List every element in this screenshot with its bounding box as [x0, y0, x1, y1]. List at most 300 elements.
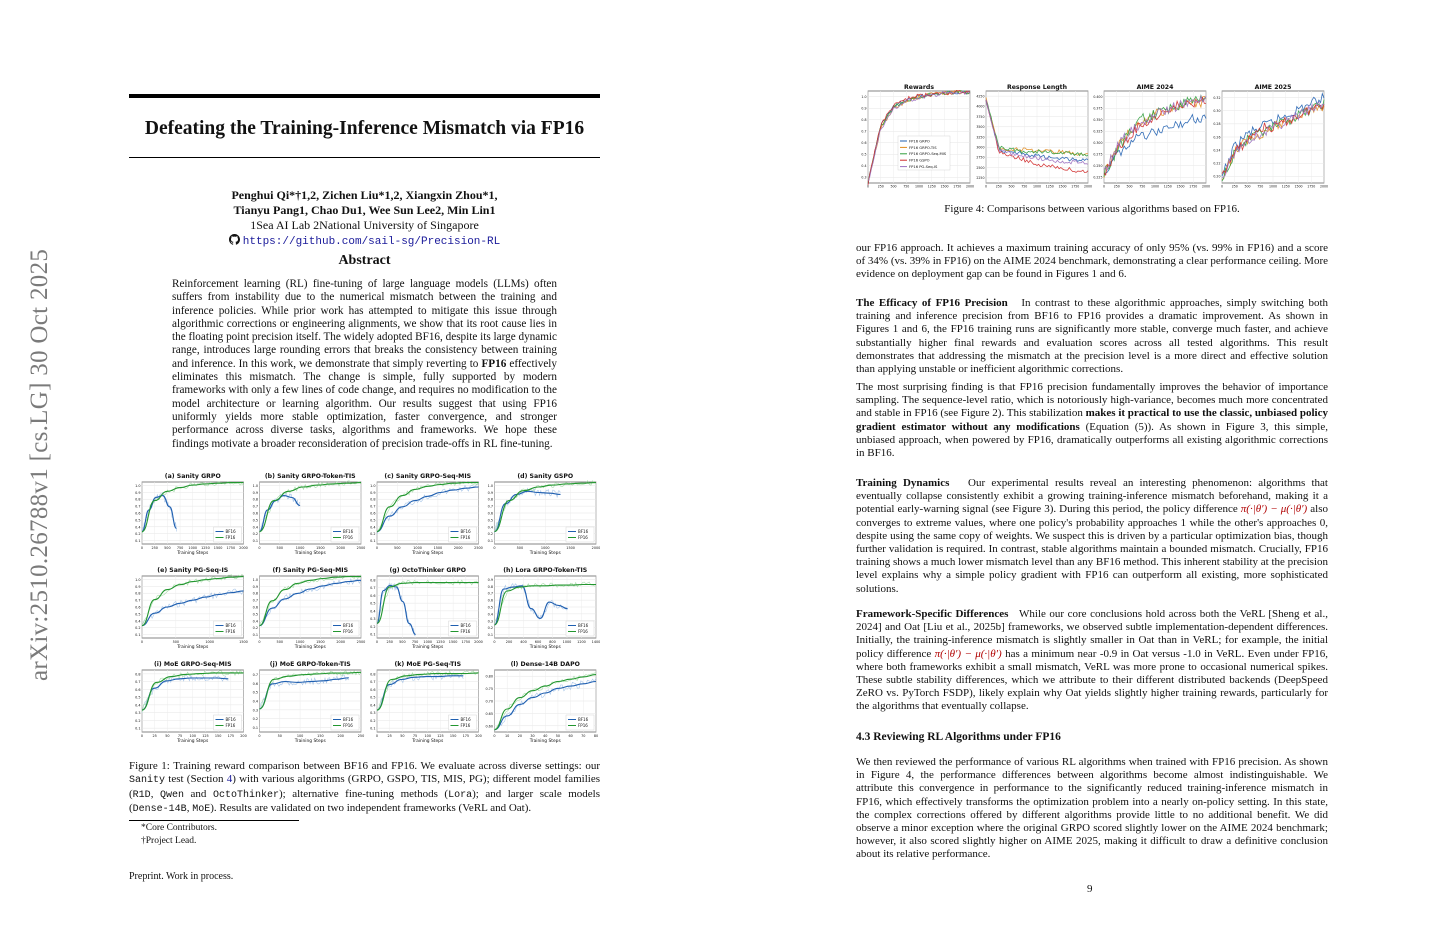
figure-1-panel-1	[135, 473, 248, 556]
x-tick-label: 2500	[474, 546, 483, 550]
legend-bf16-label: BF16	[343, 529, 354, 534]
x-tick-label: 1000	[295, 640, 305, 644]
x-tick-label: 2000	[336, 640, 346, 644]
figure-1-panel-11	[370, 661, 482, 744]
x-tick-label: 2000	[965, 184, 975, 189]
abstract-text-2: effectively eliminates this mismatch. The change is simple, fully supported by modern frameworks with only a few lines of code change, and requires no modification to the model architecture or learning algorithm. Our results suggest that using FP16 uniformly yields more stable optimization, faster convergence, and stronger performance across diverse tasks, algorithms and frameworks. We hope these findings motivate a broader reconsideration of precision trade-offs in RL fine-tuning.	[172, 357, 558, 450]
x-tick-label: 0	[375, 734, 379, 738]
y-tick-label: 0.7	[861, 129, 867, 134]
legend-bf16-label: BF16	[460, 717, 471, 722]
legend-fp16-label: FP16	[460, 723, 471, 728]
dynamics-math: π(·|θ′) − μ(·|θ′)	[1240, 503, 1308, 516]
cap1-text-a: Figure 1: Training reward comparison between BF16 and FP16. We evaluate across diverse settings: our	[129, 760, 600, 772]
x-tick-label: 30	[530, 734, 535, 738]
x-tick-label: 600	[534, 640, 542, 644]
x-tick-label: 2000	[591, 546, 600, 550]
surprise-text-a: The most surprising finding is that FP16 precision fundamentally improves the behavior of importance sampling. The sequence-level ratio, which is notoriously high-variance, becomes much more concentrated and stable in FP16 (see Figure 2). This stabilization	[856, 381, 1328, 420]
github-icon	[229, 234, 240, 245]
x-tick-label: 500	[276, 546, 284, 550]
x-tick-label: 1500	[433, 546, 443, 550]
y-tick-label: 0.225	[1093, 175, 1103, 180]
x-tick-label: 250	[1231, 184, 1238, 189]
y-tick-label: 0.9	[370, 490, 376, 495]
x-tick-label: 750	[903, 184, 910, 189]
x-tick-label: 1750	[226, 546, 236, 550]
x-tick-label: 0	[375, 546, 379, 550]
x-tick-label: 0	[140, 734, 144, 738]
y-tick-label: 0.7	[252, 672, 258, 677]
x-tick-label: 150	[449, 734, 457, 738]
figure-1-chart-grid	[130, 470, 600, 752]
panel-title: (e) Sanity PG-Seq-IS	[157, 567, 229, 574]
y-tick-label: 0.350	[1093, 118, 1103, 123]
y-tick-label: 0.9	[252, 490, 258, 495]
y-tick-label: 0.5	[487, 605, 493, 610]
x-tick-label: 0	[493, 640, 496, 644]
x-tick-label: 750	[1139, 184, 1146, 189]
y-tick-label: 1.0	[135, 577, 141, 582]
figure-4-panel-1	[861, 84, 974, 189]
y-tick-label: 4250	[976, 94, 985, 99]
x-tick-label: 125	[202, 734, 209, 738]
y-tick-label: 0.2	[135, 626, 141, 631]
legend-label-5: FP16 PG-Seq-IS	[909, 165, 938, 169]
x-tick-label: 1000	[413, 546, 422, 550]
legend-fp16-label: FP16	[343, 723, 353, 728]
x-tick-label: 1500	[1176, 184, 1185, 189]
cap1-code-dense14b: Dense-14B	[132, 804, 187, 816]
y-tick-label: 0.6	[370, 593, 376, 598]
y-tick-label: 0.8	[370, 672, 376, 677]
legend-bf16-label: BF16	[578, 623, 589, 628]
y-tick-label: 0.7	[252, 598, 258, 603]
x-tick-label: 2000	[1083, 184, 1093, 189]
x-tick-label: 100	[296, 734, 304, 738]
y-tick-label: 0.275	[1093, 152, 1103, 157]
x-tick-label: 250	[1113, 184, 1120, 189]
x-tick-label: 50	[165, 734, 170, 738]
y-tick-label: 0.60	[485, 724, 493, 729]
y-tick-label: 0.20	[1213, 174, 1221, 179]
y-tick-label: 0.5	[370, 695, 376, 700]
y-tick-label: 0.1	[487, 633, 493, 638]
x-tick-label: 1500	[239, 640, 248, 644]
x-tick-label: 1500	[1294, 184, 1303, 189]
x-tick-label: 1500	[940, 184, 949, 189]
legend-bf16-label: BF16	[460, 623, 471, 628]
x-tick-label: 0	[258, 546, 261, 550]
x-tick-label: 50	[555, 734, 561, 738]
legend-bf16-label: BF16	[343, 623, 354, 628]
x-tick-label: 2000	[1319, 184, 1328, 189]
dynamics-text-a: Our experimental results reveal an interesting phenomenon: algorithms that eventually collapse consistently exhibit a growing training-inference mismatch beforehand, making it a potential early-warning signal (see Figure 3). During this period, the policy difference	[856, 477, 1328, 516]
x-tick-label: 1000	[205, 640, 214, 644]
paragraph-review: We then reviewed the performance of various RL algorithms when trained with FP16 precision. As shown in Figure 4, the performance differences between algorithms become almost indistinguishable. We attribute this convergence in performance to the significantly reduced training-inference mismatch in FP16, which effectively transforms the optimization problem into a nearly on-policy setting. In this state, the complex corrections offered by different algorithms provide little to no additional benefit. We did observe a minor exception where the original GRPO scored slightly lower on the AIME 2024 benchmark; however, it also scored slightly higher on AIME 2025, making it difficult to draw a definitive conclusion about its relative performance.	[856, 756, 1328, 861]
cap1-text-b: test (Section	[165, 773, 227, 786]
y-tick-label: 0.4	[370, 609, 376, 614]
efficacy-text: In contrast to these algorithmic approaches, simply switching both training and inference precision from BF16 to FP16 provides a dramatic improvement. As shown in Figures 1 and 6, the FP16 training runs are significantly more stable, converge much faster, and achieve substantially higher final rewards and evaluation scores across all tested algorithms. This result demonstrates that addressing the mismatch at the precision level is a more direct and effective solution than applying unstable or inefficient algorithmic corrections.	[856, 297, 1328, 376]
y-tick-label: 0.6	[370, 511, 376, 516]
authors-line-2: Tianyu Pang1, Chao Du1, Wee Sun Lee2, Min Lin1	[233, 203, 496, 217]
x-tick-label: 60	[568, 734, 573, 738]
x-tick-label: 1500	[1058, 184, 1067, 189]
x-tick-label: 750	[1257, 184, 1264, 189]
y-tick-label: 0.8	[135, 672, 141, 677]
cap1-text-h: ,	[186, 802, 193, 815]
y-tick-label: 0.8	[487, 497, 493, 502]
x-tick-label: 50	[400, 734, 405, 738]
y-tick-label: 0.2	[487, 532, 493, 537]
y-tick-label: 0.2	[252, 717, 258, 722]
x-tick-label: 750	[1021, 184, 1028, 189]
x-tick-label: 1500	[316, 640, 325, 644]
x-tick-label: 500	[890, 184, 897, 189]
y-tick-label: 0.1	[135, 726, 141, 731]
legend-fp16-label: FP16	[225, 629, 236, 634]
y-tick-label: 3750	[976, 114, 985, 119]
panel-title: (k) MoE PG-Seq-TIS	[394, 661, 462, 668]
x-axis-label: Training Steps	[294, 645, 326, 650]
y-tick-label: 0.7	[487, 591, 493, 596]
title-bottom-rule	[129, 157, 600, 158]
legend-fp16-label: FP16	[460, 535, 471, 540]
y-tick-label: 0.80	[485, 674, 493, 679]
cap1-code-octothinker: OctoThinker	[212, 789, 279, 801]
y-tick-label: 0.1	[370, 726, 376, 731]
y-tick-label: 4000	[976, 104, 985, 109]
x-tick-label: 750	[411, 640, 419, 644]
x-tick-label: 1250	[1163, 184, 1172, 189]
x-tick-label: 1750	[1071, 184, 1080, 189]
efficacy-heading: The Efficacy of FP16 Precision	[856, 297, 1008, 309]
y-tick-label: 0.9	[252, 584, 258, 589]
x-tick-label: 0	[258, 640, 261, 644]
x-tick-label: 150	[317, 734, 324, 738]
cap1-code-qwen: Qwen	[159, 789, 184, 801]
surprise-bold: makes it practical to use the classic, unbiased policy gradient estimator without any modifications	[856, 407, 1328, 433]
legend-bf16-label: BF16	[225, 529, 236, 534]
y-tick-label: 0.2	[135, 532, 141, 537]
y-tick-label: 0.8	[135, 591, 141, 596]
x-tick-label: 1000	[1150, 184, 1160, 189]
section-4-3-title: 4.3 Reviewing RL Algorithms under FP16	[856, 731, 1061, 743]
x-axis-label: Training Steps	[412, 645, 444, 650]
y-tick-label: 0.1	[370, 539, 376, 544]
paper-title: Defeating the Training-Inference Mismatch via FP16	[144, 118, 585, 139]
x-tick-label: 0	[140, 546, 144, 550]
y-tick-label: 0.4	[861, 164, 867, 169]
github-link[interactable]: https://github.com/sail-sg/Precision-RL	[242, 236, 501, 248]
x-tick-label: 500	[1126, 184, 1133, 189]
y-tick-label: 0.1	[487, 539, 493, 544]
y-tick-label: 0.7	[487, 504, 493, 509]
figure-1-panel-7	[370, 567, 483, 650]
y-tick-label: 1.0	[861, 95, 867, 100]
title-top-rule	[129, 94, 600, 98]
legend-fp16-label: FP16	[460, 629, 471, 634]
figure-4-panel-4	[1213, 84, 1328, 189]
y-tick-label: 0.400	[1093, 95, 1103, 100]
y-tick-label: 0.6	[135, 605, 141, 610]
cap1-text-g: ); and larger scale models (	[129, 787, 601, 815]
figure-1-panel-6	[253, 567, 366, 650]
x-axis-label: Training Steps	[412, 739, 444, 744]
footnote-rule	[129, 820, 299, 821]
y-tick-label: 0.6	[252, 605, 258, 610]
x-tick-label: 2500	[356, 640, 366, 644]
affiliations: 1Sea AI Lab 2National University of Singapore	[250, 218, 479, 232]
y-tick-label: 0.6	[252, 511, 258, 516]
abstract-body	[172, 278, 557, 451]
y-tick-label: 0.2	[135, 718, 141, 723]
y-tick-label: 0.1	[135, 633, 141, 638]
page-number: 9	[1087, 883, 1093, 895]
y-tick-label: 0.5	[252, 518, 258, 523]
abstract-text-1: Reinforcement learning (RL) fine-tuning of large language models (LLMs) often suffers from instability due to the numerical mismatch between the training and inference policies. While prior work has attempted to mitigate this issue through algorithmic corrections or engineering alignments, we show that its root cause lies in the floating point precision itself. The widely adopted BF16, despite its large dynamic range, introduces large rounding errors that breaks the consistency between training and inference. In this work, we demonstrate that simply reverting to	[172, 278, 557, 370]
y-tick-label: 0.5	[252, 612, 258, 617]
cap1-text-i: ). Results are validated on two independent frameworks (VeRL and Oat).	[210, 802, 532, 815]
x-tick-label: 1750	[1189, 184, 1198, 189]
x-tick-label: 2000	[474, 640, 483, 644]
panel-title: (f) Sanity PG-Seq-MIS	[272, 567, 349, 574]
y-tick-label: 0.7	[135, 680, 141, 685]
cap1-code-moe: MoE	[192, 804, 211, 816]
y-tick-label: 0.300	[1093, 141, 1103, 146]
y-tick-label: 0.3	[861, 175, 867, 180]
x-tick-label: 2500	[356, 546, 366, 550]
y-tick-label: 0.6	[370, 687, 376, 692]
cap1-code-r1d: R1D	[132, 789, 151, 801]
x-tick-label: 25	[152, 734, 157, 738]
y-tick-label: 0.250	[1093, 164, 1103, 169]
x-tick-label: 100	[189, 734, 196, 738]
figure-1-panel-2	[253, 473, 366, 556]
x-tick-label: 250	[386, 640, 393, 644]
y-tick-label: 0.5	[135, 518, 141, 523]
x-tick-label: 200	[337, 734, 344, 738]
y-tick-label: 0.5	[252, 690, 258, 695]
legend-bf16-label: BF16	[578, 529, 589, 534]
y-tick-label: 0.1	[370, 632, 376, 637]
y-tick-label: 0.7	[135, 504, 141, 509]
x-axis-label: Training Steps	[412, 551, 444, 556]
y-tick-label: 0.30	[1213, 109, 1221, 114]
x-tick-label: 500	[399, 640, 406, 644]
x-tick-label: 250	[151, 546, 158, 550]
legend-fp16-label: FP16	[578, 723, 588, 728]
framework-math: π(·|θ′) − μ(·|θ′)	[934, 647, 1002, 660]
y-tick-label: 1.0	[370, 483, 376, 488]
y-tick-label: 0.5	[370, 518, 376, 523]
x-tick-label: 0	[866, 184, 870, 189]
y-tick-label: 2250	[976, 176, 985, 181]
y-tick-label: 0.5	[487, 518, 493, 523]
framework-text-b: has a minimum near -0.9 in Oat versus -1.0 in VeRL. Even under FP16, where both frameworks exhibit a small mismatch, VeRL was more prone to occasional numerical spikes. These subtle stability differences, which we attribute to their different distributed backends (DeepSpeed ZeRO vs. PyTorch FSDP), likely explain why Oat yields slightly higher training rewards, particularly for the algorithms that eventually collapse.	[856, 647, 1329, 713]
y-tick-label: 0.1	[252, 726, 258, 731]
panel-title: (d) Sanity GSPO	[517, 473, 574, 480]
panel-title: (i) MoE GRPO-Seq-MIS	[153, 661, 232, 668]
y-tick-label: 0.8	[252, 591, 258, 596]
y-tick-label: 0.8	[252, 497, 258, 502]
x-tick-label: 1250	[1045, 184, 1054, 189]
y-tick-label: 3000	[976, 145, 985, 150]
x-tick-label: 25	[387, 734, 392, 738]
x-tick-label: 500	[1244, 184, 1251, 189]
x-tick-label: 500	[172, 640, 180, 644]
surprise-text-b: (Equation (5)). As shown in Figure 3, this simple, unbiased approach, when powered by FP16, dramatically outperforms all existing algorithmic corrections in BF16.	[856, 420, 1328, 460]
legend-bf16-label: BF16	[225, 717, 236, 722]
figure-1-panel-5	[135, 567, 248, 650]
y-tick-label: 0.4	[252, 699, 258, 704]
x-tick-label: 2000	[336, 546, 346, 550]
panel-title: Rewards	[903, 84, 935, 91]
x-tick-label: 1750	[1307, 184, 1316, 189]
legend-fp16-label: FP16	[578, 629, 588, 634]
y-tick-label: 0.75	[485, 687, 493, 692]
cap1-code-sanity: Sanity	[129, 775, 166, 787]
panel-title: (h) Lora GRPO-Token-TIS	[503, 567, 588, 574]
paragraph-dynamics	[856, 477, 1328, 596]
x-axis-label: Training Steps	[177, 551, 209, 556]
x-tick-label: 1000	[423, 640, 433, 644]
y-tick-label: 0.8	[370, 497, 376, 502]
figure-4-panel-3	[1093, 84, 1210, 189]
x-tick-label: 400	[520, 640, 527, 644]
y-tick-label: 1.0	[252, 577, 258, 582]
y-tick-label: 0.8	[370, 578, 376, 583]
x-tick-label: 0	[140, 640, 144, 644]
y-tick-label: 0.6	[487, 598, 493, 603]
y-tick-label: 0.1	[252, 633, 258, 638]
footnote-lead: †Project Lead.	[141, 836, 197, 846]
y-tick-label: 0.4	[135, 525, 141, 530]
y-tick-label: 0.6	[135, 511, 141, 516]
x-tick-label: 0	[258, 734, 261, 738]
y-tick-label: 1.0	[252, 483, 258, 488]
y-tick-label: 0.3	[370, 617, 376, 622]
x-tick-label: 1000	[188, 546, 198, 550]
y-tick-label: 0.9	[861, 106, 867, 111]
x-tick-label: 1400	[591, 640, 600, 644]
x-axis-label: Training Steps	[529, 739, 561, 744]
authors-line-1: Penghui Qi*†1,2, Zichen Liu*1,2, Xiangxin Zhou*1,	[231, 188, 498, 202]
figure-1-panel-9	[135, 661, 247, 744]
abstract-bold: FP16	[481, 357, 507, 370]
y-tick-label: 0.65	[485, 711, 493, 716]
legend-label-4: FP16 GSPO	[909, 158, 930, 163]
y-tick-label: 0.375	[1093, 106, 1103, 111]
y-tick-label: 0.3	[135, 711, 141, 716]
y-tick-label: 0.9	[487, 490, 493, 495]
x-tick-label: 1000	[562, 640, 572, 644]
x-tick-label: 1250	[436, 640, 445, 644]
legend-fp16-label: FP16	[225, 535, 236, 540]
legend-fp16-label: FP16	[343, 535, 353, 540]
framework-heading: Framework-Specific Differences	[856, 608, 1009, 620]
framework-text-a: While our core conclusions hold across both the VeRL [Sheng et al., 2024] and Oat [Liu et al., 2025b] frameworks, we observed subtle implementation-dependent differences. Initially, the training-inference mismatch is slightly smaller in Oat than in VeRL; for example, the initial policy difference	[856, 608, 1328, 660]
y-tick-label: 0.325	[1093, 129, 1103, 134]
x-axis-label: Training Steps	[529, 645, 561, 650]
y-tick-label: 0.4	[252, 619, 258, 624]
figure-1-caption	[129, 760, 600, 817]
legend-fp16-label: FP16	[225, 723, 236, 728]
x-tick-label: 1500	[448, 640, 458, 644]
panel-title: (b) Sanity GRPO-Token-TIS	[264, 473, 356, 480]
x-tick-label: 250	[995, 184, 1002, 189]
figure-4-chart-row	[856, 82, 1328, 192]
x-tick-label: 2000	[239, 546, 248, 550]
dynamics-heading: Training Dynamics	[856, 477, 950, 489]
x-tick-label: 500	[1008, 184, 1015, 189]
x-tick-label: 50	[277, 734, 282, 738]
x-tick-label: 20	[517, 734, 523, 738]
panel-title: (g) OctoThinker GRPO	[389, 567, 467, 574]
cap1-text-d: ,	[150, 787, 160, 800]
arxiv-stamp-text: arXiv:2510.26788v1 [cs.LG] 30 Oct 2025	[26, 248, 53, 681]
y-tick-label: 0.2	[370, 718, 376, 723]
figure-1-panel-10	[253, 661, 365, 744]
y-tick-label: 0.3	[487, 619, 493, 624]
y-tick-label: 0.4	[370, 703, 376, 708]
legend-label-1: FP16 GRPO	[909, 139, 930, 144]
figure-1-panel-3	[370, 473, 483, 556]
y-tick-label: 0.6	[135, 687, 141, 692]
y-tick-label: 0.2	[487, 626, 493, 631]
y-tick-label: 0.2	[370, 532, 376, 537]
y-tick-label: 0.3	[252, 708, 258, 713]
y-tick-label: 0.24	[1213, 148, 1221, 153]
y-tick-label: 0.4	[252, 525, 258, 530]
y-tick-label: 0.6	[861, 141, 867, 146]
figure-4-panel-2	[976, 84, 1092, 189]
x-tick-label: 125	[437, 734, 444, 738]
y-tick-label: 1.0	[135, 483, 141, 488]
preprint-note: Preprint. Work in process.	[129, 871, 234, 882]
y-tick-label: 0.2	[370, 624, 376, 629]
figure-1-panel-8	[488, 567, 600, 650]
y-tick-label: 0.4	[135, 619, 141, 624]
y-tick-label: 0.5	[135, 612, 141, 617]
y-tick-label: 0.8	[487, 584, 493, 589]
cap1-section-link[interactable]: 4	[226, 773, 233, 786]
x-tick-label: 0	[1220, 184, 1224, 189]
y-tick-label: 0.4	[487, 612, 493, 617]
x-tick-label: 0	[984, 184, 988, 189]
figure-1-panel-12	[485, 661, 598, 744]
y-tick-label: 0.22	[1213, 161, 1221, 166]
x-tick-label: 0	[493, 546, 496, 550]
y-tick-label: 0.7	[252, 504, 258, 509]
legend-bf16-label: BF16	[460, 529, 471, 534]
x-tick-label: 0	[1102, 184, 1106, 189]
x-axis-label: Training Steps	[294, 551, 326, 556]
github-line[interactable]	[129, 233, 600, 250]
y-tick-label: 0.8	[135, 497, 141, 502]
x-tick-label: 1000	[914, 184, 924, 189]
y-tick-label: 0.9	[135, 584, 141, 589]
y-tick-label: 0.9	[487, 577, 493, 582]
dynamics-text-b: also converges to extreme values, where one policy's probability approaches 1 while the other's approaches 0, despite using the same copy of weights. We suspect this is driven by a particular optimization bias, though further validation is required. In contrast, stable algorithms maintain a bounded mismatch. Crucially, FP16 training shows a much lower mismatch level than any BF16 method. This inherent stability at the precision level explains why a simple policy gradient with FP16 can outperform all existing, more sophisticated solutions.	[856, 503, 1328, 595]
x-tick-label: 250	[357, 734, 365, 738]
figure-4-caption: Figure 4: Comparisons between various algorithms based on FP16.	[944, 203, 1240, 215]
x-tick-label: 200	[505, 640, 513, 644]
y-tick-label: 3250	[976, 135, 985, 140]
abstract-heading: Abstract	[338, 253, 391, 268]
x-tick-label: 1250	[927, 184, 936, 189]
x-tick-label: 1250	[1281, 184, 1290, 189]
x-tick-label: 500	[516, 546, 524, 550]
x-tick-label: 1750	[953, 184, 962, 189]
